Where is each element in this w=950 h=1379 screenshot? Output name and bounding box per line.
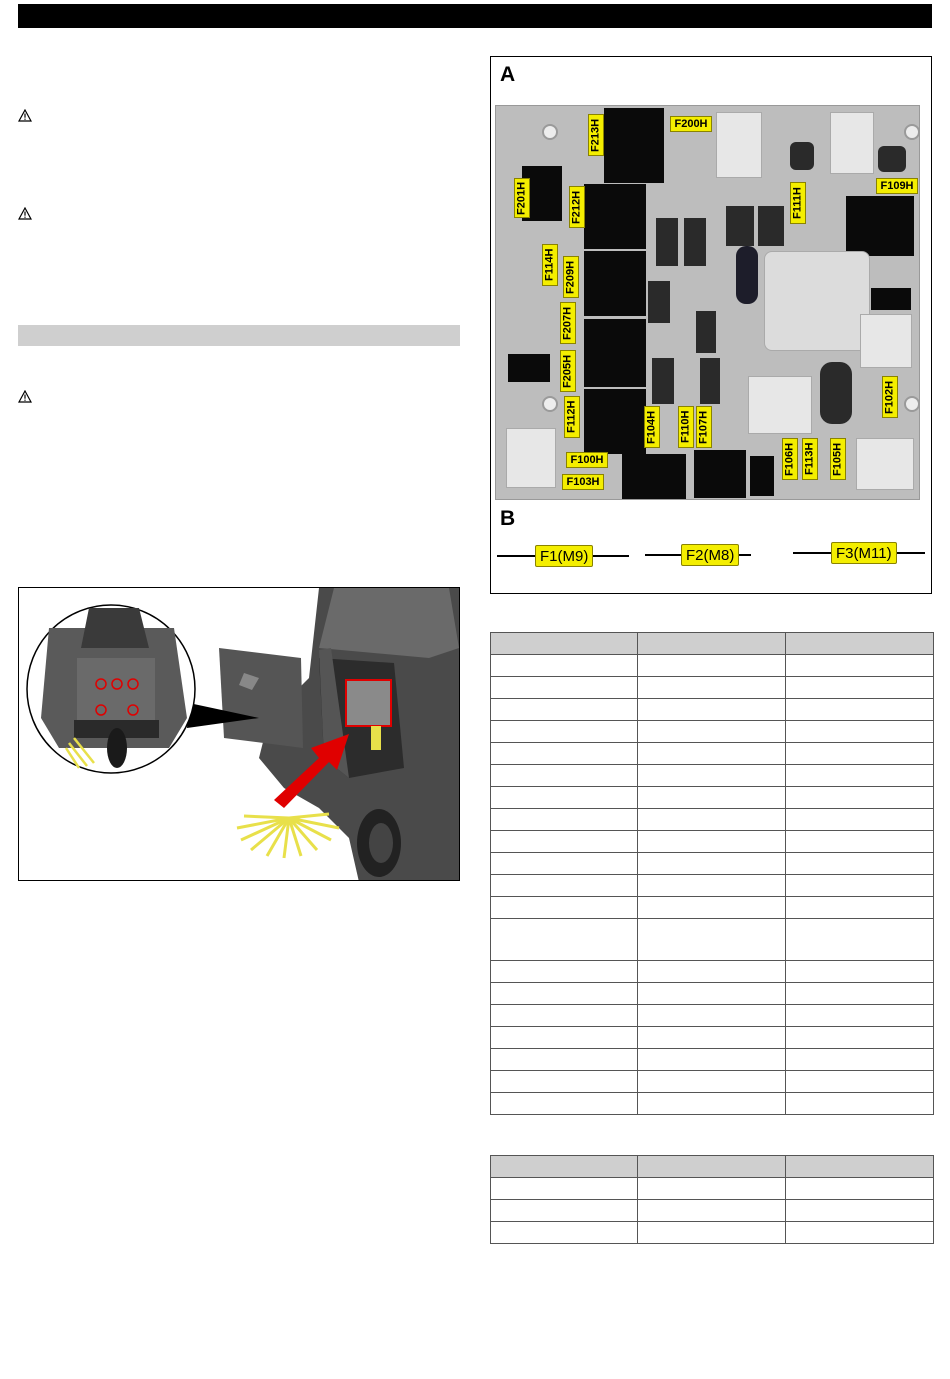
table-row: [491, 765, 934, 787]
fuse-f1: F1(M9): [535, 545, 593, 567]
fuse-board-figure: [490, 56, 932, 594]
table-row: [491, 699, 934, 721]
fuse-label: F111H: [790, 182, 806, 224]
fuse-label: F102H: [882, 376, 898, 418]
connector: [716, 112, 762, 178]
connector: [860, 314, 912, 368]
connector: [748, 376, 812, 434]
table-row: [491, 875, 934, 897]
fuse-f3: F3(M11): [831, 542, 897, 564]
relay: [584, 389, 646, 454]
mounting-hole: [542, 396, 558, 412]
ic-chip: [696, 311, 716, 353]
buzzer: [878, 146, 906, 172]
table-row: [491, 1049, 934, 1071]
table-row: [491, 1027, 934, 1049]
buzzer: [790, 142, 814, 170]
capacitor: [736, 246, 758, 304]
ic-chip: [652, 358, 674, 404]
fuse-label: F104H: [644, 406, 660, 448]
fuse-label: F213H: [588, 114, 604, 156]
warning-icon: [18, 207, 32, 221]
header-bar: [18, 4, 932, 28]
table-row: [491, 1071, 934, 1093]
table-row: [491, 961, 934, 983]
fuse-label: F106H: [782, 438, 798, 480]
relay: [584, 251, 646, 316]
fuse-label: F107H: [696, 406, 712, 448]
fuse-label: F212H: [569, 186, 585, 228]
data-table-2: [490, 1155, 934, 1244]
table-row: [491, 1178, 934, 1200]
fuse-label: F110H: [678, 406, 694, 448]
ic-chip: [700, 358, 720, 404]
data-table-1: [490, 632, 934, 1115]
fuse-label: F113H: [802, 438, 818, 480]
table-row: [491, 721, 934, 743]
machine-illustration: [18, 587, 460, 881]
table-row: [491, 919, 934, 961]
table-row: [491, 655, 934, 677]
relay: [622, 454, 686, 500]
table-row: [491, 677, 934, 699]
table-row: [491, 1200, 934, 1222]
ic-chip: [758, 206, 784, 246]
table-row: [491, 809, 934, 831]
connector: [506, 428, 556, 488]
table-header-row: [491, 1156, 934, 1178]
table-row: [491, 787, 934, 809]
warning-icon: [18, 109, 32, 123]
ic-chip: [726, 206, 754, 246]
fuse-label: F201H: [514, 178, 530, 218]
table-row: [491, 853, 934, 875]
table-row: [491, 1093, 934, 1115]
panel-b-label: B: [500, 507, 516, 530]
section-heading-bar: [18, 325, 460, 346]
ic-chip: [656, 218, 678, 266]
fuse-label: F207H: [560, 302, 576, 344]
relay: [584, 319, 646, 387]
connector: [856, 438, 914, 490]
fuse-label: F100H: [566, 452, 608, 468]
mounting-hole: [904, 124, 920, 140]
fuse-label: F200H: [670, 116, 712, 132]
capacitor: [820, 362, 852, 424]
circuit-board-image: [495, 105, 920, 500]
warning-icon: [18, 390, 32, 404]
relay: [584, 184, 646, 249]
ic-chip: [648, 281, 670, 323]
relay: [750, 456, 774, 496]
mounting-hole: [904, 396, 920, 412]
table-row: [491, 1222, 934, 1244]
relay: [846, 196, 914, 256]
relay: [871, 288, 911, 310]
fuse-label: F112H: [564, 396, 580, 438]
relay: [508, 354, 550, 382]
connector: [830, 112, 874, 174]
fuse-label: F109H: [876, 178, 918, 194]
table-row: [491, 983, 934, 1005]
transformer: [764, 251, 870, 351]
relay: [604, 108, 664, 183]
table-row: [491, 743, 934, 765]
table-row: [491, 1005, 934, 1027]
ic-chip: [684, 218, 706, 266]
fuse-label: F114H: [542, 244, 558, 286]
panel-a-label: A: [500, 63, 516, 86]
fuse-f2: F2(M8): [681, 544, 739, 566]
relay: [694, 450, 746, 498]
table-row: [491, 897, 934, 919]
fuse-label: F105H: [830, 438, 846, 480]
fuse-label: F103H: [562, 474, 604, 490]
mounting-hole: [542, 124, 558, 140]
fuse-label: F209H: [563, 256, 579, 298]
table-header-row: [491, 633, 934, 655]
fuse-label: F205H: [560, 350, 576, 392]
table-row: [491, 831, 934, 853]
